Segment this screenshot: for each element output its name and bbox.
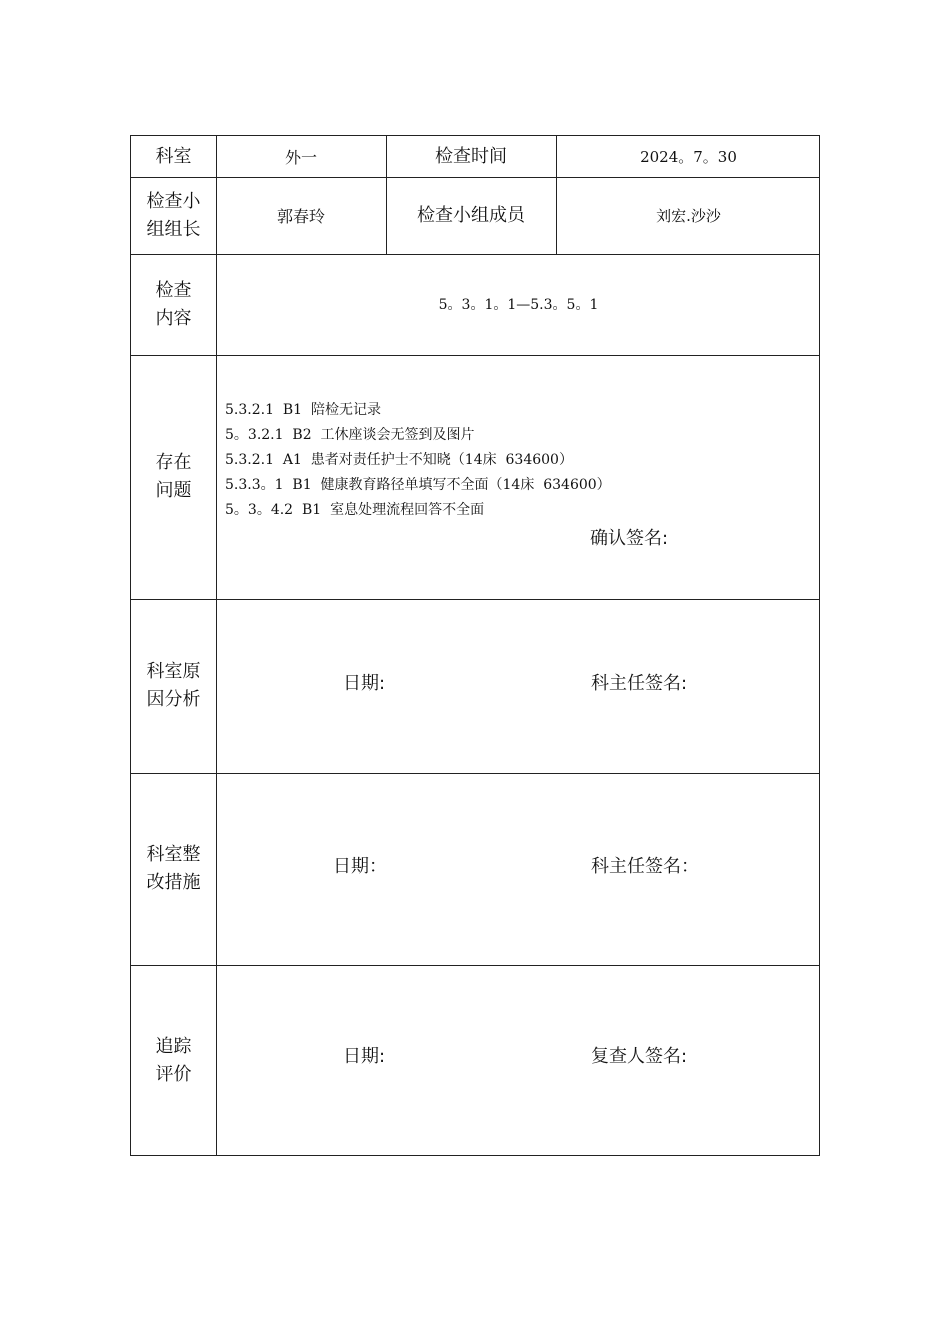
cause-analysis-label-line2: 因分析 bbox=[146, 689, 201, 710]
row-divider bbox=[131, 599, 819, 600]
team-members-value: 刘宏.沙沙 bbox=[656, 207, 721, 225]
problems-label bbox=[131, 355, 216, 599]
followup-evaluation-label-line2: 评价 bbox=[155, 1064, 192, 1085]
problem-item: 5.3.2.1 B1 陪检无记录 bbox=[225, 402, 381, 418]
reviewer-signature-label: 复查人签名: bbox=[591, 1046, 688, 1067]
team-members-label bbox=[386, 177, 556, 254]
team-leader-label-line2: 组组长 bbox=[146, 218, 201, 240]
dept-label-text: 科室 bbox=[155, 145, 192, 167]
confirm-signature-label: 确认签名: bbox=[590, 528, 669, 549]
rectification-label-line1: 科室整 bbox=[146, 844, 201, 865]
problems-label-line2: 问题 bbox=[155, 480, 192, 501]
problems-list bbox=[225, 398, 611, 523]
row-divider bbox=[131, 773, 819, 774]
inspection-time-label bbox=[386, 136, 556, 177]
inspection-form-table bbox=[130, 135, 820, 1156]
inspection-time-label-text: 检查时间 bbox=[435, 145, 507, 167]
rectification-director-signature-label: 科主任签名： bbox=[591, 856, 699, 877]
followup-evaluation-label-line1: 追踪 bbox=[155, 1036, 192, 1057]
rectification-label bbox=[131, 773, 216, 965]
row-divider bbox=[131, 355, 819, 356]
dept-label bbox=[131, 136, 216, 177]
inspection-content-value: 5。3。1。1—5.3。5。1 bbox=[438, 296, 599, 313]
followup-date-label: 日期: bbox=[343, 1046, 386, 1067]
inspection-content-label-line2: 内容 bbox=[155, 307, 192, 329]
problem-item: 5.3.3。1 B1 健康教育路径单填写不全面（14床 634600） bbox=[225, 477, 611, 493]
team-members-label-text: 检查小组成员 bbox=[417, 204, 525, 226]
problems-label-line1: 存在 bbox=[155, 452, 192, 473]
team-leader-value: 郭春玲 bbox=[276, 207, 325, 226]
analysis-date-label: 日期: bbox=[343, 673, 386, 694]
problem-item: 5。3。4.2 B1 室息处理流程回答不全面 bbox=[225, 502, 485, 518]
cause-analysis-label-line1: 科室原 bbox=[146, 661, 201, 682]
inspection-content-label bbox=[131, 254, 216, 355]
problem-item: 5。3.2.1 B2 工休座谈会无签到及图片 bbox=[225, 427, 475, 443]
team-leader-label-line1: 检查小 bbox=[146, 190, 201, 212]
inspection-content-label-line1: 检查 bbox=[155, 279, 192, 301]
followup-evaluation-label bbox=[131, 965, 216, 1157]
inspection-time-value: 2024。7。30 bbox=[640, 148, 737, 166]
dept-value: 外一 bbox=[284, 148, 317, 167]
problem-item: 5.3.2.1 A1 患者对责任护士不知晓（14床 634600） bbox=[225, 452, 573, 468]
analysis-director-signature-label: 科主任签名: bbox=[591, 673, 688, 694]
team-leader-label bbox=[131, 177, 216, 254]
row-divider bbox=[131, 965, 819, 966]
rectification-date-label: 日期： bbox=[333, 856, 387, 877]
rectification-label-line2: 改措施 bbox=[146, 872, 201, 893]
cause-analysis-label bbox=[131, 599, 216, 773]
